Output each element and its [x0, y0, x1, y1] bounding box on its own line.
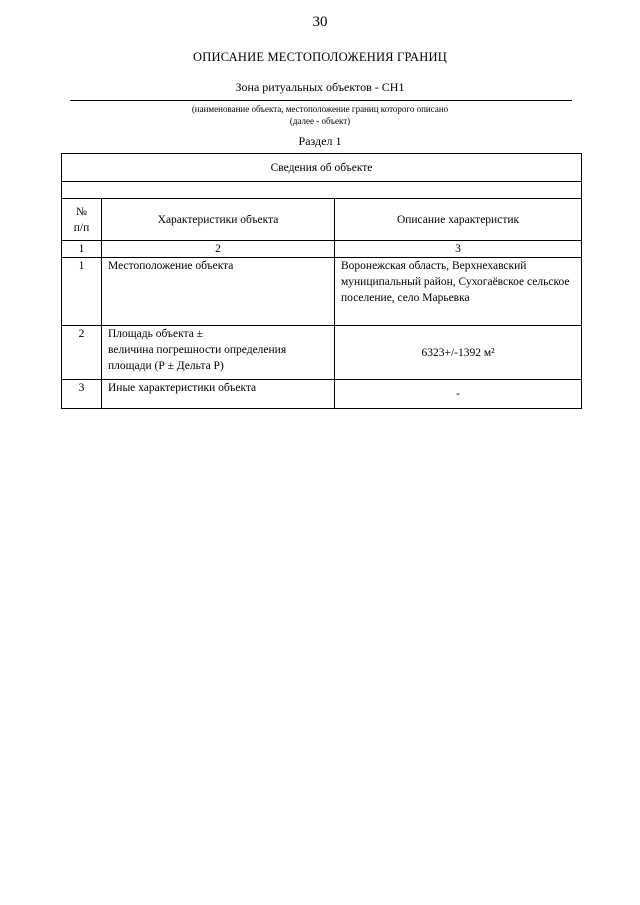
header-characteristics: Характеристики объекта: [102, 199, 335, 241]
row-description: Воронежская область, Верхнехавский муниципальный район, Сухогаёвское сельское поселение, село Марьевка: [335, 258, 582, 326]
table-row: [62, 258, 582, 326]
column-number-row: [62, 241, 582, 258]
row-characteristic-line-2: величина погрешности определения: [108, 344, 287, 356]
document-title: ОПИСАНИЕ МЕСТОПОЛОЖЕНИЯ ГРАНИЦ: [193, 50, 447, 64]
row-description: 6323+/-1392 м²: [335, 326, 582, 380]
underline-rule: [70, 100, 572, 101]
caption-line-1: (наименование объекта, местоположение границ которого описано: [191, 104, 449, 114]
row-number: 3: [62, 380, 102, 409]
header-description: Описание характеристик: [335, 199, 582, 241]
object-info-table: [61, 153, 582, 409]
object-name-caption: [0, 103, 640, 127]
header-number-line-1: №: [76, 205, 87, 218]
row-characteristic: Местоположение объекта: [102, 258, 335, 326]
caption-line-2: (далее - объект): [289, 116, 351, 126]
header-number-line-2: п/п: [73, 221, 90, 234]
page-number: 30: [312, 14, 328, 30]
table-caption: Сведения об объекте: [62, 154, 582, 182]
column-number: 3: [335, 241, 582, 258]
row-characteristic: [102, 326, 335, 380]
section-title: Раздел 1: [298, 134, 342, 148]
row-description: -: [335, 380, 582, 409]
column-number: 2: [102, 241, 335, 258]
row-number: 2: [62, 326, 102, 380]
table-row: [62, 380, 582, 409]
header-number: [62, 199, 102, 241]
row-characteristic-line-1: Площадь объекта ±: [108, 328, 203, 340]
row-characteristic: Иные характеристики объекта: [102, 380, 335, 409]
column-number: 1: [62, 241, 102, 258]
table-header-row: [62, 199, 582, 241]
object-name: Зона ритуальных объектов - СН1: [235, 80, 405, 94]
row-number: 1: [62, 258, 102, 326]
table-spacer-row: [62, 182, 582, 199]
row-characteristic-line-3: площади (Р ± Дельта Р): [108, 360, 224, 372]
table-row: [62, 326, 582, 380]
